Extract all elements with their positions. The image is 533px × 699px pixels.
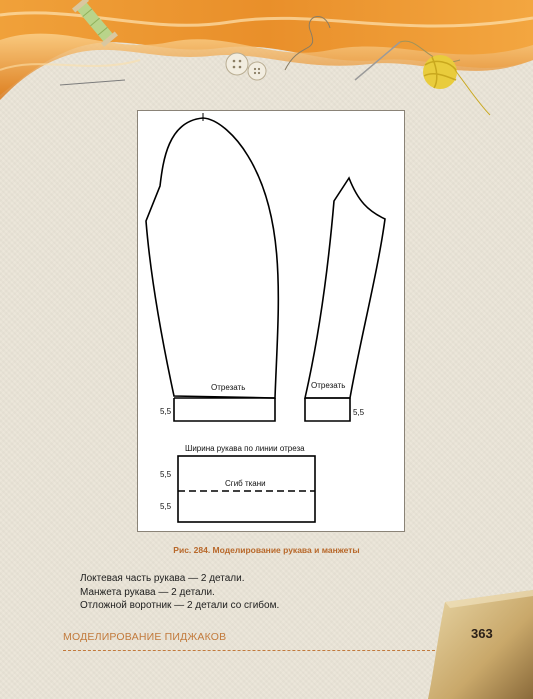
fold-label: Сгиб ткани — [225, 479, 266, 488]
paper-corner-icon — [420, 590, 533, 699]
dim-label-cuff-bottom: 5,5 — [160, 502, 172, 511]
sleeve-elbow-piece — [146, 118, 278, 398]
list-item: Отложной воротник — 2 детали со сгибом. — [80, 600, 280, 611]
pattern-drawing — [138, 111, 404, 531]
pattern-figure — [137, 110, 405, 532]
sleeve-cuff-band — [174, 398, 275, 421]
cuff-width-label: Ширина рукава по линии отреза — [185, 444, 305, 453]
cut-label-right: Отрезать — [311, 381, 346, 390]
dim-label-right: 5,5 — [353, 408, 365, 417]
list-item: Манжета рукава — 2 детали. — [80, 586, 215, 598]
list-item: Локтевая часть рукава — 2 детали. — [80, 573, 245, 584]
section-title: МОДЕЛИРОВАНИЕ ПИДЖАКОВ — [63, 631, 227, 643]
sleeve-narrow-piece — [305, 178, 385, 398]
narrow-cuff-band — [305, 398, 350, 421]
decorative-banner — [0, 0, 533, 120]
page-number: 363 — [471, 626, 493, 641]
dim-label-left: 5,5 — [160, 407, 172, 416]
cuff-rectangle — [178, 456, 315, 522]
cut-label-left: Отрезать — [211, 383, 246, 392]
figure-caption: Рис. 284. Моделирование рукава и манжеты — [173, 545, 360, 555]
dim-label-cuff-top: 5,5 — [160, 470, 172, 479]
parts-list — [80, 572, 279, 613]
section-divider — [63, 650, 435, 651]
